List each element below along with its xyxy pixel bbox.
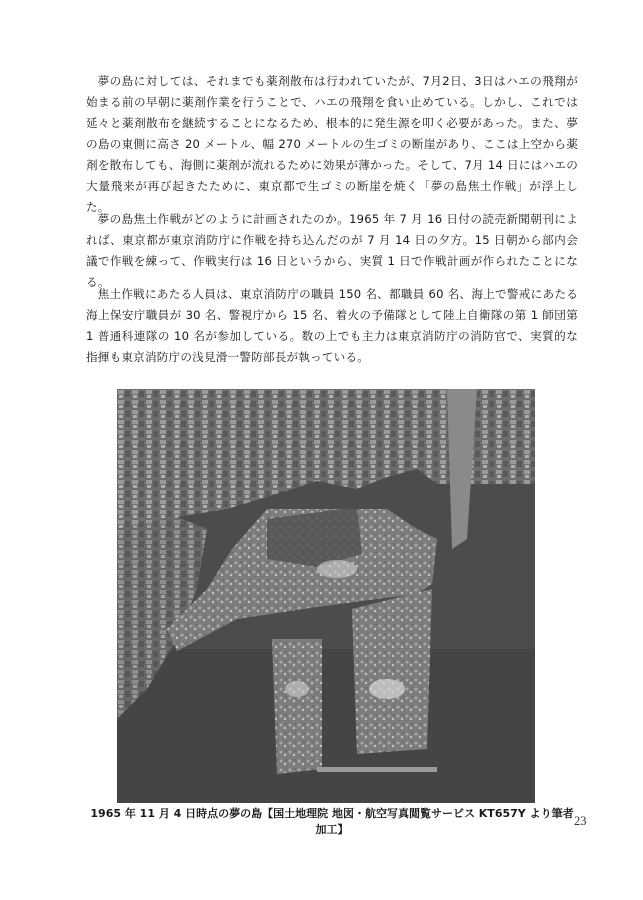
aerial-photo-illustration [117,389,535,803]
body-paragraph-2: 夢の島焦土作戦がどのように計画されたのか。1965 年 7 月 16 日付の読売新聞朝刊によれば、東京都が東京消防庁に作戦を持ち込んだのが 7 月 14 日の夕方。15 日朝から部内会議で作戦を練って、作戦実行は 16 日というから、実質 1 日で作戦計画が作られたことになる。 [86,212,578,289]
aerial-photo [117,389,535,803]
body-paragraph-1: 夢の島に対しては、それまでも薬剤散布は行われていたが、7月2日、3日はハエの飛翔が始まる前の早朝に薬剤作業を行うことで、ハエの飛翔を食い止めている。しかし、これでは延々と薬剤散布を継続することになるため、根本的に発生源を叩く必要があった。また、夢の島の東側に高さ 20 メートル、幅 270 メートルの生ゴミの断崖があり、ここは上空から薬剤を散布しても、海側に薬剤が流れるために効果が薄かった。そして、7月 14 日にはハエの大量飛来が再び起きたために、東京都で生ゴミの断崖を焼く「夢の島焦土作戦」が浮上した。 [86,74,578,214]
body-paragraph-3: 焦土作戦にあたる人員は、東京消防庁の職員 150 名、都職員 60 名、海上で警戒にあたる海上保安庁職員が 30 名、警視庁から 15 名、着火の予備隊として陸上自衛隊の第 1 師団第 1 普通科連隊の 10 名が参加している。数の上でも主力は東京消防庁の消防官で、実質的な指揮も東京消防庁の浅見滑一警防部長が執っている。 [86,287,578,364]
page-number: 23 [574,814,587,828]
figure-caption: 1965 年 11 月 4 日時点の夢の島【国土地理院 地図・航空写真閲覧サービス KT657Y より筆者加工】 [90,807,574,836]
